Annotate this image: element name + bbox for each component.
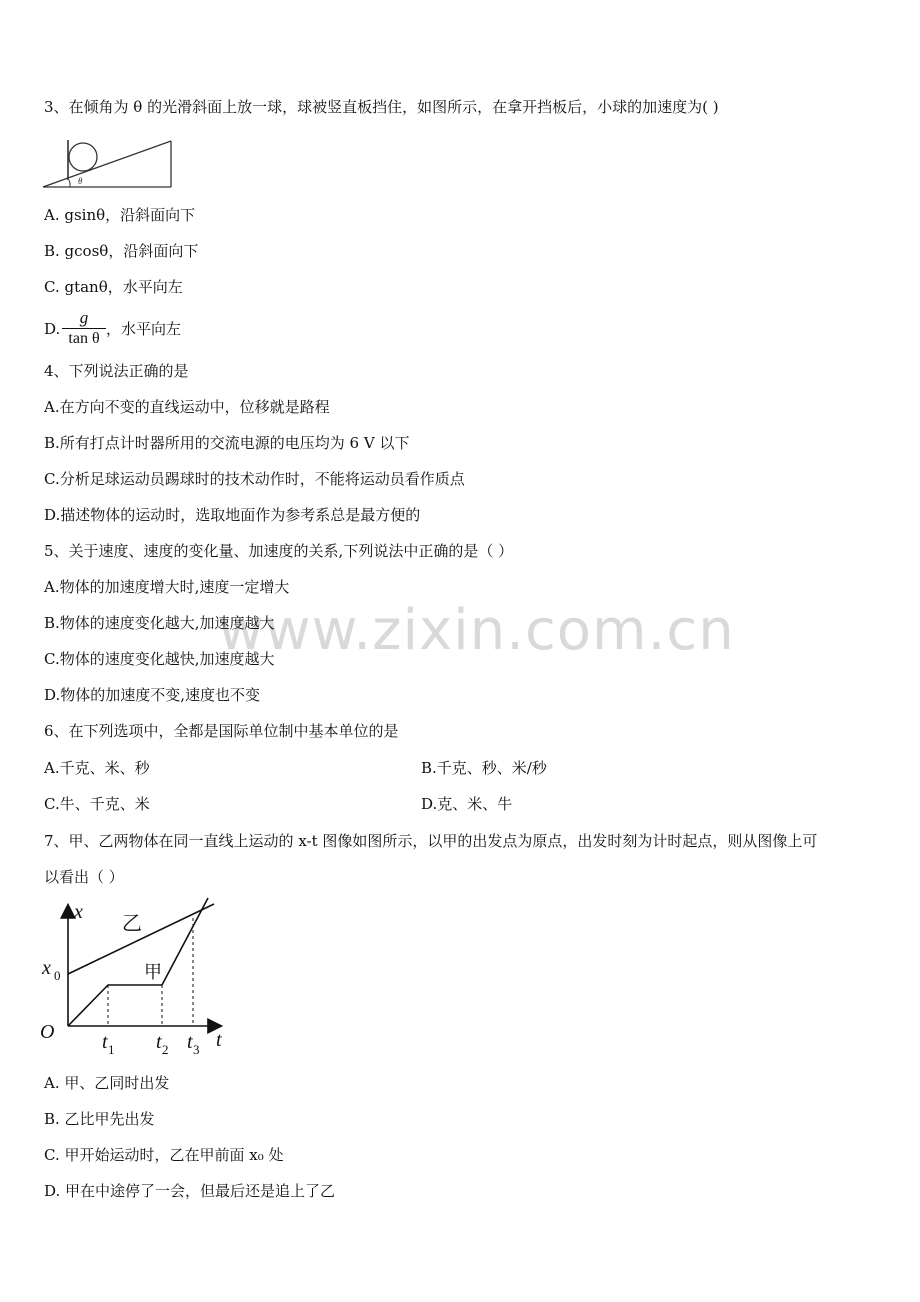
- t1-subscript: 1: [108, 1042, 115, 1057]
- x-axis-label: t: [216, 1029, 222, 1051]
- q5-option-d: D.物体的加速度不变,速度也不变: [44, 686, 261, 704]
- q3-option-d-fraction: [62, 309, 106, 348]
- q4-option-a: A.在方向不变的直线运动中，位移就是路程: [44, 398, 330, 416]
- q4-option-b: B.所有打点计时器所用的交流电源的电压均为 6 V 以下: [44, 434, 410, 452]
- t3-subscript: 3: [193, 1042, 200, 1057]
- q3-option-a: A. gsinθ，沿斜面向下: [44, 206, 196, 224]
- origin-label: O: [40, 1021, 55, 1043]
- fraction-numerator: g: [79, 308, 89, 327]
- q7-option-d: D. 甲在中途停了一会，但最后还是追上了乙: [44, 1182, 336, 1200]
- series-jia-label: 甲: [144, 962, 162, 983]
- y-axis-label: x: [74, 901, 83, 923]
- q5-option-a: A.物体的加速度增大时,速度一定增大: [44, 578, 290, 596]
- t2-label: t: [156, 1031, 162, 1053]
- q4-option-c: C.分析足球运动员踢球时的技术动作时，不能将运动员看作质点: [44, 470, 465, 488]
- incline-figure: [40, 138, 180, 190]
- t3-label: t: [187, 1031, 193, 1053]
- q6-option-d: D.克、米、牛: [421, 795, 513, 813]
- question-7-stem-line2: 以看出（ ）: [44, 868, 124, 886]
- angle-theta-label: θ: [78, 176, 83, 186]
- question-5-stem: 5、关于速度、速度的变化量、加速度的关系,下列说法中正确的是（ ）: [44, 542, 514, 560]
- series-yi-label: 乙: [122, 911, 142, 935]
- q7-option-a: A. 甲、乙同时出发: [44, 1074, 170, 1092]
- fraction-denominator: tan θ: [68, 330, 100, 347]
- watermark: www.zixin.com.cn: [218, 598, 735, 663]
- question-3-stem: 3、在倾角为 θ 的光滑斜面上放一球，球被竖直板挡住，如图所示，在拿开挡板后，小球的加速度为( ): [44, 98, 719, 116]
- q6-option-c: C.牛、千克、米: [44, 795, 150, 813]
- q7-option-b: B. 乙比甲先出发: [44, 1110, 155, 1128]
- q5-option-c: C.物体的速度变化越快,加速度越大: [44, 650, 275, 668]
- x0-subscript: 0: [54, 968, 61, 983]
- q3-option-c: C. gtanθ，水平向左: [44, 278, 183, 296]
- fraction-bar: [62, 328, 106, 329]
- q6-option-a: A.千克、米、秒: [44, 759, 150, 777]
- q4-option-d: D.描述物体的运动时，选取地面作为参考系总是最方便的: [44, 506, 421, 524]
- q7-option-c: C. 甲开始运动时，乙在甲前面 x₀ 处: [44, 1146, 284, 1164]
- question-6-stem: 6、在下列选项中，全都是国际单位制中基本单位的是: [44, 722, 399, 740]
- t2-subscript: 2: [162, 1042, 169, 1057]
- q3-option-d-suffix: ，水平向左: [106, 320, 182, 338]
- q5-option-b: B.物体的速度变化越大,加速度越大: [44, 614, 275, 632]
- question-7-stem-line1: 7、甲、乙两物体在同一直线上运动的 x-t 图像如图所示，以甲的出发点为原点，出发时刻为计时起点，则从图像上可: [44, 832, 818, 850]
- t1-label: t: [102, 1031, 108, 1053]
- q3-option-b: B. gcosθ，沿斜面向下: [44, 242, 199, 260]
- question-4-stem: 4、下列说法正确的是: [44, 362, 189, 380]
- q3-option-d-prefix: D.: [44, 320, 61, 338]
- xt-graph: [38, 898, 238, 1060]
- x0-label: x: [42, 957, 51, 979]
- q6-option-b: B.千克、秒、米/秒: [421, 759, 547, 777]
